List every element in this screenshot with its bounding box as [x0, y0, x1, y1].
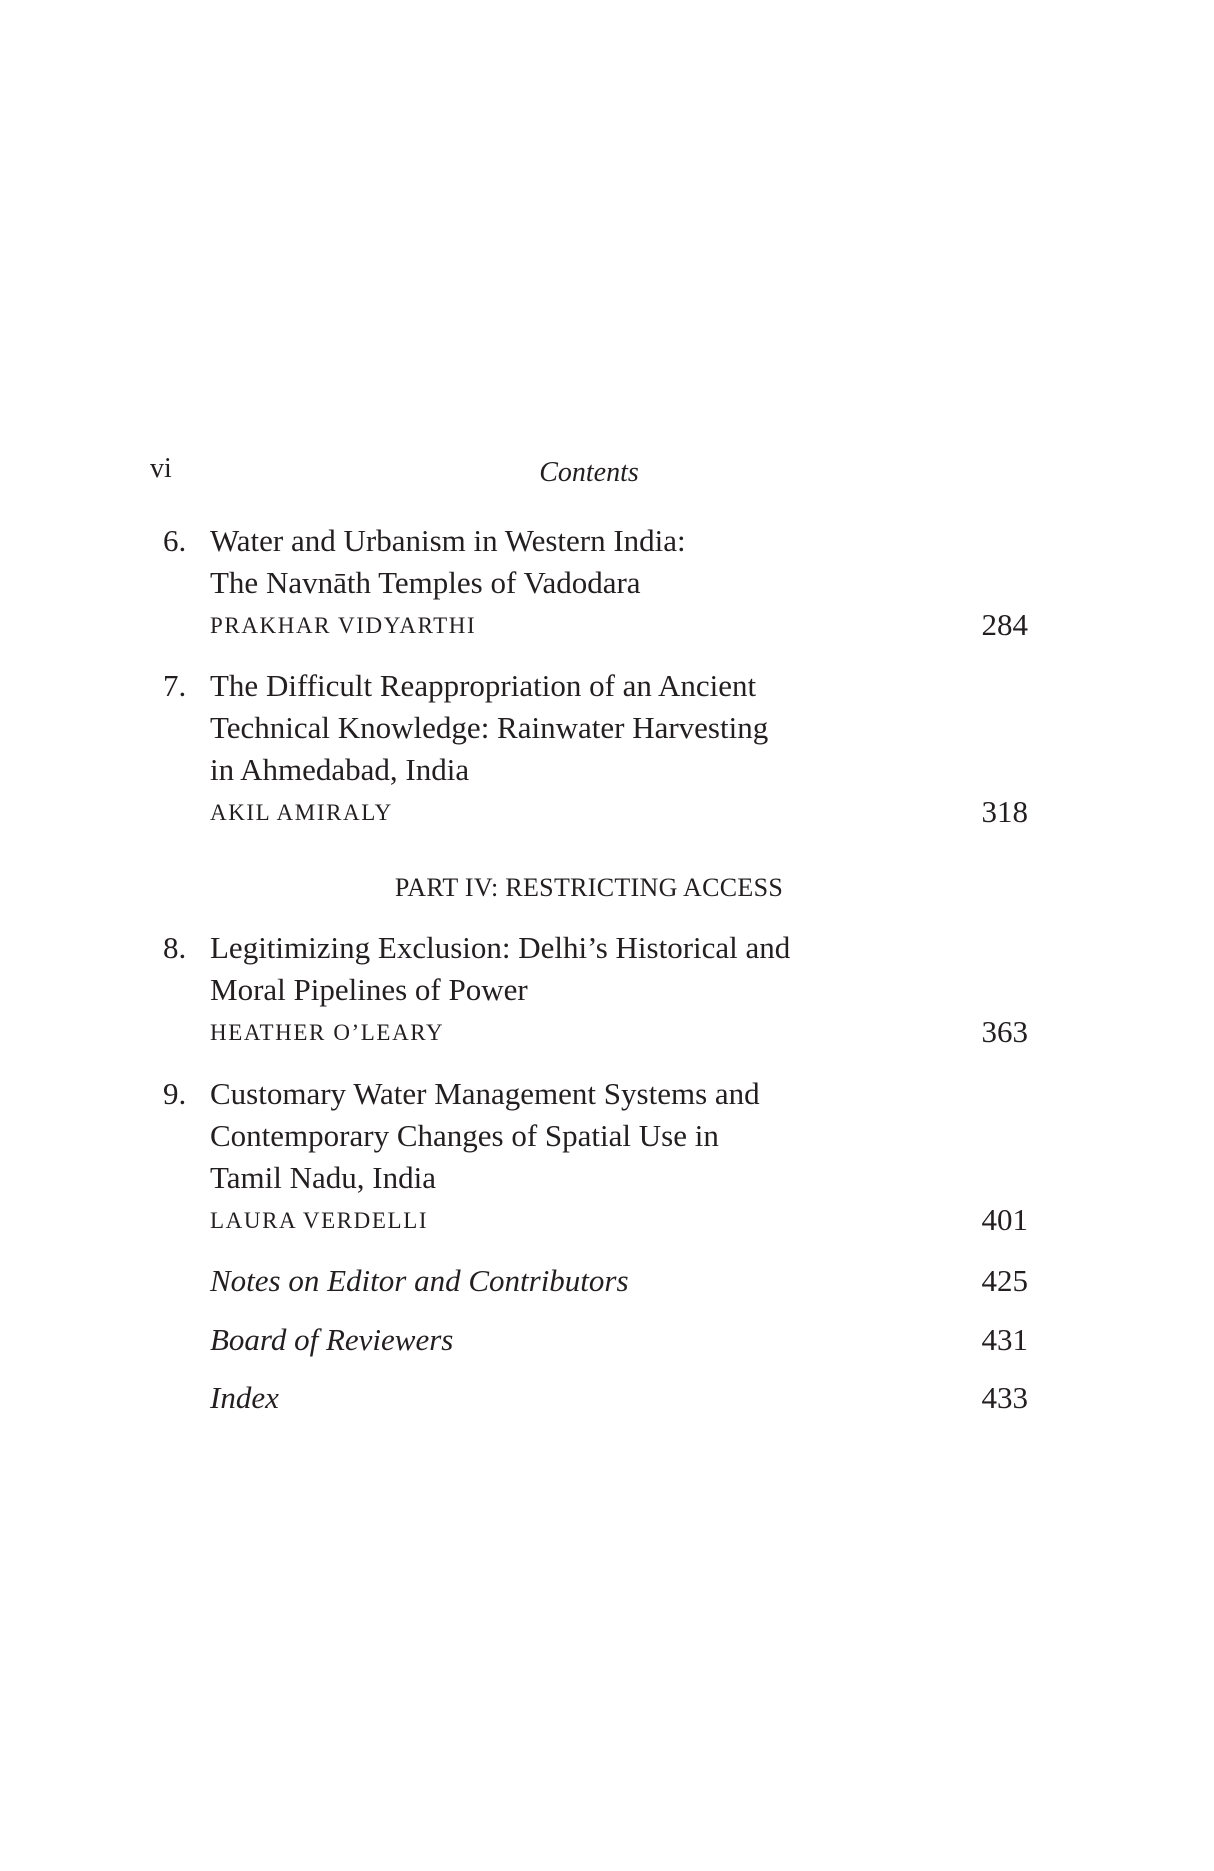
chapter-title-line: Contemporary Changes of Spatial Use in [210, 1118, 719, 1153]
chapter-title-line: Technical Knowledge: Rainwater Harvesting [210, 710, 769, 745]
chapter-author: PRAKHAR VIDYARTHI [210, 613, 477, 638]
chapter-author: LAURA VERDELLI [210, 1208, 429, 1233]
back-matter-page-number: 433 [981, 1380, 1028, 1415]
chapter-title-line: Legitimizing Exclusion: Delhi’s Historical and [210, 930, 791, 965]
chapter-number: 7. [163, 668, 187, 703]
chapter-author: AKIL AMIRALY [210, 800, 393, 825]
chapter-title-line: Tamil Nadu, India [210, 1160, 436, 1195]
chapter-page-number: 284 [981, 607, 1028, 642]
page-folio: vi [150, 453, 172, 484]
back-matter-label: Index [210, 1380, 279, 1415]
chapter-title-line: in Ahmedabad, India [210, 752, 470, 787]
chapter-title-line: The Difficult Reappropriation of an Ancient [210, 668, 757, 703]
chapter-author: HEATHER O’LEARY [210, 1020, 445, 1045]
chapter-title-line: The Navnāth Temples of Vadodara [210, 565, 641, 600]
back-matter-label: Notes on Editor and Contributors [210, 1263, 629, 1298]
chapter-title-line: Water and Urbanism in Western India: [210, 523, 686, 558]
chapter-title-line: Moral Pipelines of Power [210, 972, 528, 1007]
chapter-number: 9. [163, 1076, 187, 1111]
back-matter-label: Board of Reviewers [210, 1322, 454, 1357]
chapter-page-number: 363 [981, 1014, 1028, 1049]
chapter-number: 6. [163, 523, 187, 558]
part-heading: PART IV: RESTRICTING ACCESS [394, 873, 784, 902]
chapter-number: 8. [163, 930, 187, 965]
chapter-page-number: 318 [981, 794, 1028, 829]
back-matter-page-number: 425 [981, 1263, 1028, 1298]
back-matter-page-number: 431 [981, 1322, 1028, 1357]
running-title: Contents [539, 457, 639, 488]
chapter-page-number: 401 [981, 1202, 1028, 1237]
chapter-title-line: Customary Water Management Systems and [210, 1076, 760, 1111]
